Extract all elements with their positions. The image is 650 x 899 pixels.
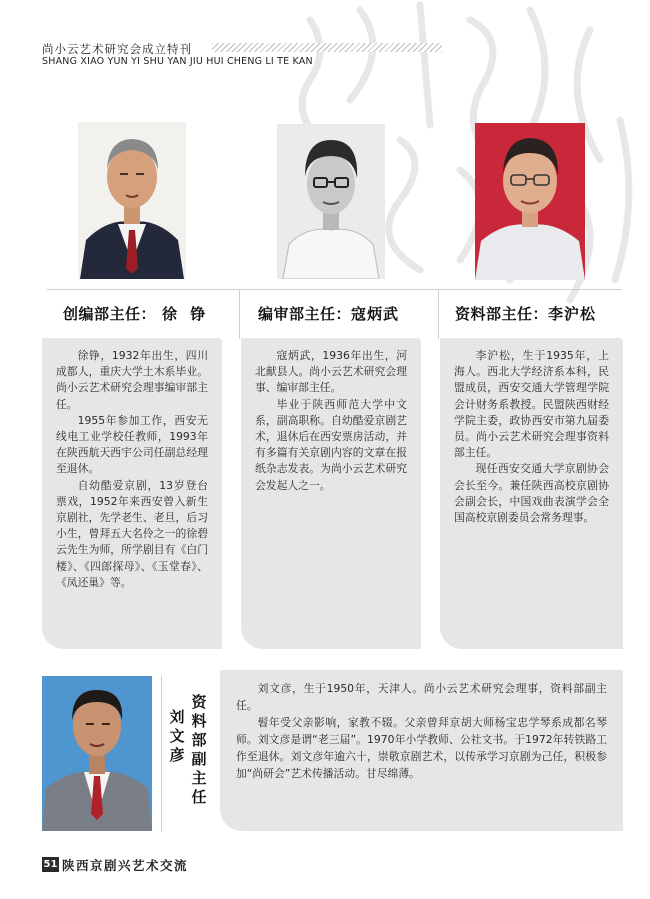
portrait-photo-li-husong: [475, 123, 585, 280]
bio-paragraph: 徐铮，1932年出生，四川成都人，重庆大学土木系毕业。尚小云艺术研究会理事编审部主任。: [56, 349, 208, 411]
deputy-role-vertical: 资料部副主任: [191, 693, 207, 806]
bio-paragraph: 1955年参加工作，西安无线电工业学校任教师，1993年在陕西航天西宇公司任副总经理至退休。: [56, 413, 208, 476]
member-name: 寇炳武: [351, 305, 400, 323]
member-title: [258, 303, 399, 324]
column-separator: [438, 289, 439, 339]
header-stripe: [212, 43, 442, 52]
bio-paragraph: 髫年受父亲影响，家教不辍。父亲曾拜京胡大师杨宝忠学琴系成都名琴师。刘文彦是谓“老三届”。1970年小学教师、公社文书。于1972年转铁路工作至退休。刘文彦年逾六十，崇敬京剧艺术，以传承学习京剧为己任，积极参加“尚研会”艺术传播活动。甘尽绵薄。: [236, 716, 607, 780]
deputy-bio-box: [220, 670, 623, 831]
deputy-name-vertical: 刘文彦: [169, 708, 185, 764]
portrait-photo-xu-zheng: [78, 122, 186, 279]
publication-name: 陕西京剧兴艺术交流: [62, 858, 189, 873]
bio-paragraph: 现任西安交通大学京剧协会会长至今。兼任陕西高校京剧协会副会长，中国戏曲表演学会全国高校京剧委员会常务理事。: [454, 462, 609, 525]
column-separator: [239, 289, 240, 339]
bio-paragraph: 刘文彦，生于1950年，天津人。尚小云艺术研究会理事，资料部副主任。: [236, 682, 607, 712]
member-role: 资料部主任：: [455, 305, 549, 323]
deputy-separator: [161, 676, 162, 832]
member-name: 徐 铮: [162, 305, 210, 323]
header-subtitle: SHANG XIAO YUN YI SHU YAN JIU HUI CHENG LI TE KAN: [42, 56, 313, 67]
bio-box: [42, 338, 222, 649]
member-name: 李沪松: [548, 305, 597, 323]
portrait-photo-kou-bingwu: [277, 124, 385, 279]
bio-paragraph: 自幼酷爱京剧，13岁登台票戏，1952年来西安曾入新生京剧社，先学老生、老旦，后习小生，曾拜五大名伶之一的徐碧云先生为师，所学剧目有《白门楼》、《四郎探母》、《玉堂春》、《凤还巢》等。: [56, 478, 208, 589]
member-title: [455, 303, 596, 324]
member-role: 编审部主任：: [258, 305, 352, 323]
member-role: 创编部主任：: [63, 305, 157, 323]
bio-paragraph: 寇炳武，1936年出生，河北献县人。尚小云艺术研究会理事、编审部主任。: [255, 349, 407, 395]
bio-box: [241, 338, 421, 649]
bio-box: [440, 338, 623, 649]
portrait-photo-liu-wenyan: [42, 676, 152, 831]
member-title: [63, 303, 209, 324]
title-divider: [47, 289, 622, 290]
page-number: 51: [43, 859, 58, 870]
header-title: 尚小云艺术研究会成立特刊: [42, 42, 192, 56]
bio-paragraph: 李沪松，生于1935年，上海人。西北大学经济系本科，民盟成员，西安交通大学管理学院会计财务系教授。民盟陕西财经学院主委，政协西安市第九届委员。尚小云艺术研究会理事资料部主任。: [454, 349, 609, 460]
bio-paragraph: 毕业于陕西师范大学中文系，副高职称。自幼酷爱京剧艺术，退休后在西安票房活动，并有多篇有关京剧内容的文章在报纸杂志发表。为尚小云艺术研究会发起人之一。: [255, 397, 407, 492]
